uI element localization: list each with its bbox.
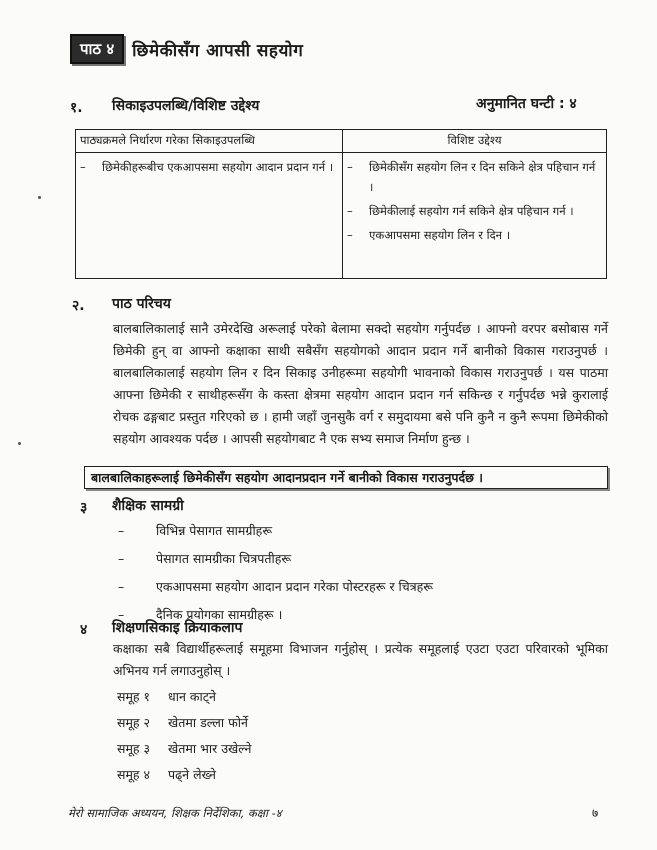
- dash-marker: –: [118, 551, 125, 566]
- outcome-text: छिमेकीहरूबीच एकआपसमा सहयोग आदान प्रदान गर्न ।: [102, 160, 334, 174]
- material-text: विभिन्न पेसागत सामग्रीहरू: [156, 523, 273, 538]
- objectives-table: [75, 129, 607, 279]
- learning-outcomes-cell: [76, 153, 343, 279]
- list-item: [347, 201, 602, 221]
- list-item: [347, 225, 602, 245]
- group-task: पढ्ने लेख्ने: [168, 767, 216, 782]
- dash-marker: –: [347, 160, 353, 174]
- scan-speck: [38, 196, 41, 199]
- key-message-box: बालबालिकाहरूलाई छिमेकीसँग सहयोग आदानप्रदान गर्ने बानीको विकास गराउनुपर्दछ ।: [84, 466, 608, 489]
- list-item: [117, 710, 251, 736]
- dash-marker: –: [118, 523, 125, 538]
- dash-marker: –: [118, 607, 125, 622]
- table-header-specific-objectives: विशिष्ट उद्देश्य: [343, 130, 607, 153]
- group-list: [117, 684, 251, 788]
- material-text: दैनिक प्रयोगका सामग्रीहरू ।: [156, 607, 283, 622]
- footer-book-title: मेरो सामाजिक अध्ययन, शिक्षक निर्देशिका, कक्षा -४: [68, 806, 282, 820]
- lesson-header: [70, 34, 303, 64]
- section4-number: ४: [80, 622, 88, 638]
- dash-marker: –: [118, 579, 125, 594]
- list-item: [80, 157, 338, 177]
- section3-number: ३: [80, 500, 88, 516]
- lesson-badge: पाठ ४: [70, 34, 124, 64]
- estimated-hours: अनुमानित घन्टी : ४: [476, 96, 577, 112]
- material-text: एकआपसमा सहयोग आदान प्रदान गरेका पोस्टरहरू र चित्रहरू: [156, 579, 433, 594]
- objective-text: छिमेकीसँग सहयोग लिन र दिन सकिने क्षेत्र पहिचान गर्न ।: [369, 160, 596, 194]
- materials-list: [118, 517, 433, 629]
- list-item: [118, 573, 433, 601]
- group-task: खेतमा डल्ला फोर्ने: [168, 715, 248, 730]
- material-text: पेसागत सामग्रीका चित्रपतीहरू: [156, 551, 292, 566]
- group-label: समूह ३: [117, 741, 151, 756]
- group-label: समूह २: [117, 715, 151, 730]
- list-item: [347, 157, 602, 197]
- activity-paragraph: कक्षाका सबै विद्यार्थीहरूलाई समूहमा विभाजन गर्नुहोस् । प्रत्येक समूहलाई एउटा एउटा परिवारको भूमिका अभिनय गर्न लगाउनुहोस् ।: [113, 641, 608, 678]
- group-label: समूह १: [117, 689, 151, 704]
- objective-text: छिमेकीलाई सहयोग गर्न सकिने क्षेत्र पहिचान गर्न ।: [369, 204, 574, 218]
- table-header-learning-outcomes: पाठ्यक्रमले निर्धारण गरेका सिकाइउपलब्धि: [76, 130, 343, 153]
- list-item: [117, 684, 251, 710]
- group-task: धान काट्ने: [168, 689, 216, 704]
- dash-marker: –: [347, 204, 353, 218]
- section1-number: १.: [70, 100, 83, 116]
- section2-title: पाठ परिचय: [112, 296, 171, 312]
- objective-text: एकआपसमा सहयोग लिन र दिन ।: [369, 228, 511, 242]
- lesson-introduction-paragraph: बालबालिकालाई सानै उमेरदेखि अरूलाई परेको बेलामा सक्दो सहयोग गर्नुपर्दछ । आफ्नो वरपर बसोबास गर्ने छिमेकी हुन् वा आफ्नो कक्षाका साथी सबैसँग सहयोगको आदान प्रदान गर्ने बानीको विकास गराउनुपर्छ । बालबालिकालाई सहयोग लिन र दिन सिकाइ उनीहरूमा सहयोगी भावनाको विकास गराउनुपर्छ । यस पाठमा आफ्ना छिमेकी र साथीहरूसँग के कस्ता क्षेत्रमा सहयोग आदान प्रदान गर्न सकिन्छ र गर्नुपर्दछ भन्ने कुरालाई रोचक ढङ्गबाट प्रस्तुत गरिएको छ । हामी जहाँ जुनसुकै वर्ग र समुदायमा बसे पनि कुनै न कुनै रूपमा छिमेकीको सहयोग आवश्यक पर्दछ । आपसी सहयोगबाट नै एक सभ्य समाज निर्माण हुन्छ ।: [113, 321, 608, 446]
- section4-title: शिक्षणसिकाइ क्रियाकलाप: [112, 620, 243, 636]
- list-item: [118, 517, 433, 545]
- section3-title: शैक्षिक सामग्री: [112, 498, 184, 514]
- section2-number: २.: [72, 298, 85, 314]
- group-task: खेतमा भार उखेल्ने: [168, 741, 252, 756]
- dash-marker: –: [80, 160, 86, 174]
- scan-speck: [18, 442, 21, 445]
- specific-objectives-cell: [343, 153, 607, 279]
- list-item: [118, 545, 433, 573]
- group-label: समूह ४: [117, 767, 151, 782]
- page-number: ७: [592, 806, 599, 820]
- lesson-title: छिमेकीसँग आपसी सहयोग: [132, 40, 304, 61]
- dash-marker: –: [347, 228, 353, 242]
- section1-title: सिकाइउपलब्धि/विशिष्ट उद्देश्य: [112, 98, 260, 114]
- list-item: [117, 762, 251, 788]
- list-item: [117, 736, 251, 762]
